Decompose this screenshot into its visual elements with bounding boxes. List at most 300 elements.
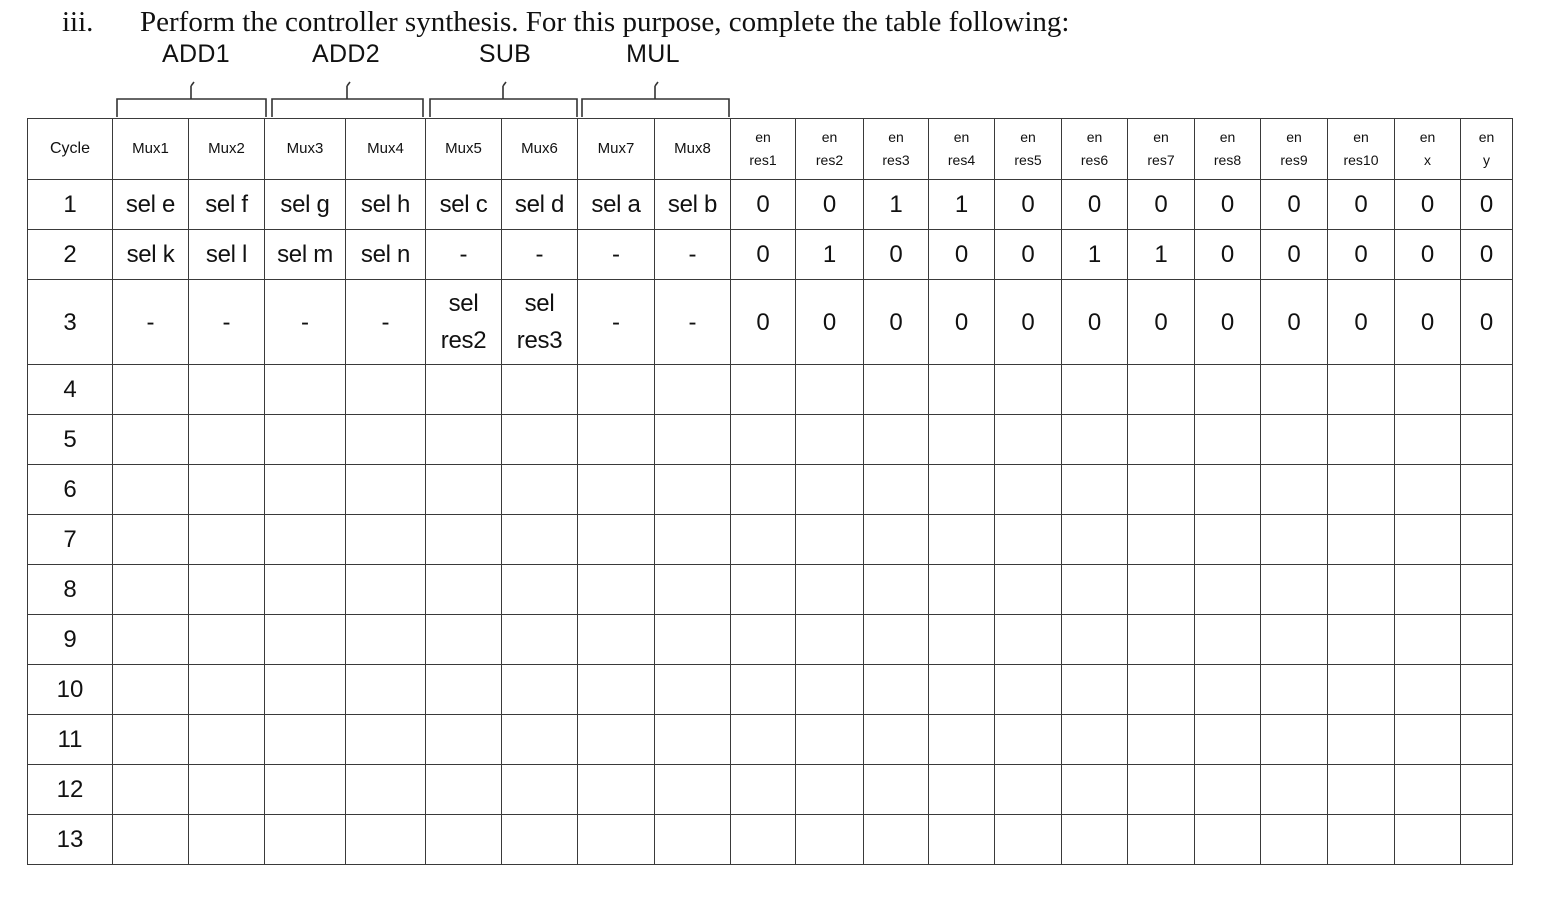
- blank-input-cell[interactable]: [578, 815, 655, 865]
- blank-input-cell[interactable]: [1195, 515, 1261, 565]
- blank-input-cell[interactable]: [346, 565, 426, 615]
- blank-input-cell[interactable]: [578, 415, 655, 465]
- header-enable-signal: res6: [1080, 152, 1109, 168]
- enable-value-cell: 1: [1062, 230, 1128, 280]
- header-enable-res8: [1195, 119, 1261, 180]
- blank-input-cell[interactable]: [995, 465, 1062, 515]
- blank-input-cell[interactable]: [1461, 665, 1513, 715]
- mux-select-cell: sel f: [189, 180, 265, 230]
- blank-input-cell[interactable]: [655, 515, 731, 565]
- blank-input-cell[interactable]: [346, 365, 426, 415]
- table-header-row: [28, 119, 1513, 180]
- blank-input-cell[interactable]: [502, 415, 578, 465]
- blank-input-cell[interactable]: [265, 365, 346, 415]
- blank-input-cell[interactable]: [1395, 665, 1461, 715]
- blank-input-cell[interactable]: [426, 415, 502, 465]
- header-mux5: Mux5: [426, 119, 502, 180]
- blank-input-cell[interactable]: [189, 765, 265, 815]
- blank-input-cell[interactable]: [995, 615, 1062, 665]
- blank-input-cell[interactable]: [346, 765, 426, 815]
- enable-value-cell: 0: [929, 280, 995, 365]
- blank-input-cell[interactable]: [578, 365, 655, 415]
- blank-input-cell[interactable]: [1395, 765, 1461, 815]
- blank-input-cell[interactable]: [1395, 465, 1461, 515]
- blank-input-cell[interactable]: [265, 465, 346, 515]
- header-enable-res4: [929, 119, 995, 180]
- blank-input-cell[interactable]: [1328, 615, 1395, 665]
- blank-input-cell[interactable]: [1328, 715, 1395, 765]
- header-enable-signal: y: [1483, 152, 1490, 168]
- blank-input-cell[interactable]: [426, 765, 502, 815]
- blank-input-cell[interactable]: [1195, 765, 1261, 815]
- enable-value-cell: 0: [1328, 180, 1395, 230]
- blank-input-cell[interactable]: [995, 665, 1062, 715]
- blank-input-cell[interactable]: [655, 715, 731, 765]
- header-enable-signal: x: [1424, 152, 1431, 168]
- blank-input-cell[interactable]: [1328, 365, 1395, 415]
- blank-input-cell[interactable]: [929, 665, 995, 715]
- blank-input-cell[interactable]: [265, 765, 346, 815]
- blank-input-cell[interactable]: [655, 465, 731, 515]
- header-enable-prefix: en: [888, 129, 904, 145]
- header-enable-prefix: en: [821, 129, 838, 145]
- blank-input-cell[interactable]: [578, 665, 655, 715]
- blank-input-cell[interactable]: [864, 715, 929, 765]
- blank-input-cell[interactable]: [265, 565, 346, 615]
- blank-input-cell[interactable]: [426, 615, 502, 665]
- header-enable-signal: res9: [1280, 152, 1308, 168]
- blank-input-cell[interactable]: [1062, 715, 1128, 765]
- blank-input-cell[interactable]: [1461, 565, 1513, 615]
- blank-input-cell[interactable]: [189, 815, 265, 865]
- header-mux8: Mux8: [655, 119, 731, 180]
- cycle-cell: 12: [28, 765, 113, 815]
- header-enable-y: [1461, 119, 1513, 180]
- blank-input-cell[interactable]: [578, 565, 655, 615]
- mux-select-cell: sel d: [502, 180, 578, 230]
- blank-input-cell[interactable]: [1261, 815, 1328, 865]
- blank-input-cell[interactable]: [655, 615, 731, 665]
- blank-input-cell[interactable]: [1128, 615, 1195, 665]
- blank-input-cell[interactable]: [502, 365, 578, 415]
- blank-input-cell[interactable]: [502, 715, 578, 765]
- blank-input-cell[interactable]: [1395, 565, 1461, 615]
- header-enable-res7: [1128, 119, 1195, 180]
- cycle-cell: 7: [28, 515, 113, 565]
- blank-input-cell[interactable]: [1328, 415, 1395, 465]
- blank-input-cell[interactable]: [426, 565, 502, 615]
- header-enable-prefix: en: [1153, 129, 1169, 145]
- table-row-empty: [28, 615, 1513, 665]
- enable-value-cell: 0: [1395, 280, 1461, 365]
- mux-select-cell: -: [346, 280, 426, 365]
- blank-input-cell[interactable]: [1261, 365, 1328, 415]
- mux-select-cell: sel b: [655, 180, 731, 230]
- blank-input-cell[interactable]: [1261, 565, 1328, 615]
- blank-input-cell[interactable]: [1261, 665, 1328, 715]
- blank-input-cell[interactable]: [995, 365, 1062, 415]
- enable-value-cell: 0: [1261, 280, 1328, 365]
- blank-input-cell[interactable]: [864, 515, 929, 565]
- blank-input-cell[interactable]: [1195, 665, 1261, 715]
- blank-input-cell[interactable]: [731, 615, 796, 665]
- blank-input-cell[interactable]: [1328, 565, 1395, 615]
- mux-select-cell: -: [578, 230, 655, 280]
- blank-input-cell[interactable]: [346, 715, 426, 765]
- blank-input-cell[interactable]: [1062, 415, 1128, 465]
- blank-input-cell[interactable]: [796, 415, 864, 465]
- blank-input-cell[interactable]: [929, 415, 995, 465]
- blank-input-cell[interactable]: [113, 715, 189, 765]
- blank-input-cell[interactable]: [113, 565, 189, 615]
- blank-input-cell[interactable]: [995, 715, 1062, 765]
- blank-input-cell[interactable]: [655, 565, 731, 615]
- blank-input-cell[interactable]: [1261, 765, 1328, 815]
- controller-table: [27, 118, 1513, 865]
- mux-select-cell: -: [113, 280, 189, 365]
- blank-input-cell[interactable]: [113, 365, 189, 415]
- blank-input-cell[interactable]: [502, 665, 578, 715]
- blank-input-cell[interactable]: [655, 815, 731, 865]
- blank-input-cell[interactable]: [189, 565, 265, 615]
- blank-input-cell[interactable]: [731, 815, 796, 865]
- mux-select-line: res2: [440, 327, 487, 354]
- mux-select-cell: sel k: [113, 230, 189, 280]
- blank-input-cell[interactable]: [502, 515, 578, 565]
- header-enable-res5: [995, 119, 1062, 180]
- blank-input-cell[interactable]: [929, 615, 995, 665]
- blank-input-cell[interactable]: [1062, 665, 1128, 715]
- blank-input-cell[interactable]: [929, 715, 995, 765]
- header-mux7: Mux7: [578, 119, 655, 180]
- mux-select-cell: sel e: [113, 180, 189, 230]
- blank-input-cell[interactable]: [502, 765, 578, 815]
- enable-value-cell: 0: [1261, 230, 1328, 280]
- blank-input-cell[interactable]: [796, 815, 864, 865]
- table-row-empty: [28, 365, 1513, 415]
- blank-input-cell[interactable]: [731, 515, 796, 565]
- enable-value-cell: 0: [1062, 280, 1128, 365]
- cycle-cell: 11: [28, 715, 113, 765]
- blank-input-cell[interactable]: [189, 715, 265, 765]
- blank-input-cell[interactable]: [113, 815, 189, 865]
- table-row-empty: [28, 815, 1513, 865]
- cycle-cell: 5: [28, 415, 113, 465]
- blank-input-cell[interactable]: [1328, 765, 1395, 815]
- blank-input-cell[interactable]: [1328, 465, 1395, 515]
- unit-label-mul: MUL: [626, 40, 680, 68]
- blank-input-cell[interactable]: [1062, 365, 1128, 415]
- header-mux4: Mux4: [346, 119, 426, 180]
- blank-input-cell[interactable]: [655, 765, 731, 815]
- blank-input-cell[interactable]: [796, 715, 864, 765]
- blank-input-cell[interactable]: [346, 415, 426, 465]
- cycle-cell: 13: [28, 815, 113, 865]
- enable-value-cell: 0: [929, 230, 995, 280]
- blank-input-cell[interactable]: [929, 815, 995, 865]
- blank-input-cell[interactable]: [502, 615, 578, 665]
- cycle-cell: 4: [28, 365, 113, 415]
- header-enable-prefix: en: [1419, 129, 1436, 145]
- blank-input-cell[interactable]: [1062, 565, 1128, 615]
- blank-input-cell[interactable]: [1261, 515, 1328, 565]
- blank-input-cell[interactable]: [1195, 615, 1261, 665]
- header-enable-signal: res3: [882, 152, 910, 168]
- blank-input-cell[interactable]: [502, 465, 578, 515]
- table-row: [28, 230, 1513, 280]
- blank-input-cell[interactable]: [1128, 365, 1195, 415]
- header-cycle: Cycle: [28, 119, 113, 180]
- cycle-cell: 9: [28, 615, 113, 665]
- blank-input-cell[interactable]: [995, 765, 1062, 815]
- blank-input-cell[interactable]: [864, 765, 929, 815]
- cycle-cell: 10: [28, 665, 113, 715]
- header-enable-res3: [864, 119, 929, 180]
- blank-input-cell[interactable]: [1062, 465, 1128, 515]
- blank-input-cell[interactable]: [1395, 715, 1461, 765]
- blank-input-cell[interactable]: [578, 465, 655, 515]
- blank-input-cell[interactable]: [1261, 615, 1328, 665]
- cycle-cell: 8: [28, 565, 113, 615]
- blank-input-cell[interactable]: [1195, 365, 1261, 415]
- blank-input-cell[interactable]: [796, 515, 864, 565]
- blank-input-cell[interactable]: [1328, 815, 1395, 865]
- blank-input-cell[interactable]: [929, 365, 995, 415]
- header-enable-prefix: en: [1478, 129, 1495, 145]
- mux-select-cell: -: [502, 230, 578, 280]
- blank-input-cell[interactable]: [1128, 565, 1195, 615]
- enable-value-cell: 0: [796, 180, 864, 230]
- blank-input-cell[interactable]: [864, 365, 929, 415]
- table-row-empty: [28, 515, 1513, 565]
- blank-input-cell[interactable]: [189, 365, 265, 415]
- blank-input-cell[interactable]: [426, 665, 502, 715]
- mux-select-cell: -: [655, 280, 731, 365]
- blank-input-cell[interactable]: [189, 515, 265, 565]
- mux-select-cell: sel g: [265, 180, 346, 230]
- header-mux6: Mux6: [502, 119, 578, 180]
- blank-input-cell[interactable]: [1128, 515, 1195, 565]
- blank-input-cell[interactable]: [113, 515, 189, 565]
- blank-input-cell[interactable]: [796, 465, 864, 515]
- blank-input-cell[interactable]: [864, 815, 929, 865]
- enable-value-cell: 0: [796, 280, 864, 365]
- blank-input-cell[interactable]: [346, 815, 426, 865]
- blank-input-cell[interactable]: [1128, 815, 1195, 865]
- blank-input-cell[interactable]: [731, 665, 796, 715]
- blank-input-cell[interactable]: [864, 465, 929, 515]
- blank-input-cell[interactable]: [265, 515, 346, 565]
- blank-input-cell[interactable]: [578, 765, 655, 815]
- blank-input-cell[interactable]: [1461, 365, 1513, 415]
- blank-input-cell[interactable]: [1395, 615, 1461, 665]
- blank-input-cell[interactable]: [189, 415, 265, 465]
- blank-input-cell[interactable]: [796, 615, 864, 665]
- blank-input-cell[interactable]: [1195, 565, 1261, 615]
- blank-input-cell[interactable]: [578, 515, 655, 565]
- blank-input-cell[interactable]: [864, 615, 929, 665]
- blank-input-cell[interactable]: [578, 615, 655, 665]
- blank-input-cell[interactable]: [346, 665, 426, 715]
- enable-value-cell: 1: [864, 180, 929, 230]
- blank-input-cell[interactable]: [731, 715, 796, 765]
- blank-input-cell[interactable]: [1062, 815, 1128, 865]
- blank-input-cell[interactable]: [731, 415, 796, 465]
- blank-input-cell[interactable]: [1128, 665, 1195, 715]
- blank-input-cell[interactable]: [995, 415, 1062, 465]
- blank-input-cell[interactable]: [346, 465, 426, 515]
- enable-value-cell: 0: [1461, 280, 1513, 365]
- header-enable-prefix: en: [1219, 129, 1236, 145]
- enable-value-cell: 0: [1128, 280, 1195, 365]
- blank-input-cell[interactable]: [655, 665, 731, 715]
- blank-input-cell[interactable]: [1195, 715, 1261, 765]
- blank-input-cell[interactable]: [1461, 415, 1513, 465]
- blank-input-cell[interactable]: [1461, 815, 1513, 865]
- header-enable-res6: [1062, 119, 1128, 180]
- enable-value-cell: 0: [995, 180, 1062, 230]
- table-row: [28, 280, 1513, 365]
- blank-input-cell[interactable]: [864, 565, 929, 615]
- blank-input-cell[interactable]: [864, 665, 929, 715]
- blank-input-cell[interactable]: [113, 665, 189, 715]
- blank-input-cell[interactable]: [995, 815, 1062, 865]
- mux-select-cell: sel c: [426, 180, 502, 230]
- table-row-empty: [28, 465, 1513, 515]
- header-enable-prefix: en: [1020, 129, 1036, 145]
- enable-value-cell: 1: [929, 180, 995, 230]
- blank-input-cell[interactable]: [113, 765, 189, 815]
- blank-input-cell[interactable]: [1395, 365, 1461, 415]
- blank-input-cell[interactable]: [1461, 515, 1513, 565]
- blank-input-cell[interactable]: [929, 465, 995, 515]
- table-row: [28, 180, 1513, 230]
- blank-input-cell[interactable]: [929, 565, 995, 615]
- blank-input-cell[interactable]: [1261, 715, 1328, 765]
- blank-input-cell[interactable]: [265, 615, 346, 665]
- blank-input-cell[interactable]: [929, 765, 995, 815]
- blank-input-cell[interactable]: [1328, 665, 1395, 715]
- blank-input-cell[interactable]: [995, 565, 1062, 615]
- header-enable-res2: [796, 119, 864, 180]
- blank-input-cell[interactable]: [1128, 765, 1195, 815]
- blank-input-cell[interactable]: [731, 365, 796, 415]
- blank-input-cell[interactable]: [426, 715, 502, 765]
- blank-input-cell[interactable]: [578, 715, 655, 765]
- blank-input-cell[interactable]: [265, 665, 346, 715]
- blank-input-cell[interactable]: [1195, 815, 1261, 865]
- enable-value-cell: 1: [1128, 230, 1195, 280]
- header-enable-prefix: en: [953, 129, 970, 145]
- blank-input-cell[interactable]: [113, 465, 189, 515]
- blank-input-cell[interactable]: [1461, 615, 1513, 665]
- enable-value-cell: 0: [1195, 280, 1261, 365]
- mux-select-cell: [502, 280, 578, 365]
- blank-input-cell[interactable]: [731, 465, 796, 515]
- blank-input-cell[interactable]: [113, 615, 189, 665]
- table-row-empty: [28, 565, 1513, 615]
- unit-brackets: [0, 0, 1544, 130]
- cycle-cell: 2: [28, 230, 113, 280]
- table-row-empty: [28, 665, 1513, 715]
- blank-input-cell[interactable]: [1128, 715, 1195, 765]
- blank-input-cell[interactable]: [265, 815, 346, 865]
- header-enable-signal: res5: [1014, 152, 1042, 168]
- blank-input-cell[interactable]: [502, 815, 578, 865]
- blank-input-cell[interactable]: [1328, 515, 1395, 565]
- blank-input-cell[interactable]: [995, 515, 1062, 565]
- blank-input-cell[interactable]: [189, 465, 265, 515]
- blank-input-cell[interactable]: [655, 365, 731, 415]
- header-mux1: Mux1: [113, 119, 189, 180]
- blank-input-cell[interactable]: [265, 715, 346, 765]
- blank-input-cell[interactable]: [1261, 465, 1328, 515]
- header-enable-prefix: en: [1353, 129, 1369, 145]
- blank-input-cell[interactable]: [502, 565, 578, 615]
- header-enable-prefix: en: [1086, 129, 1103, 145]
- blank-input-cell[interactable]: [796, 565, 864, 615]
- blank-input-cell[interactable]: [1461, 715, 1513, 765]
- enable-value-cell: 0: [1062, 180, 1128, 230]
- header-enable-signal: res1: [749, 152, 777, 168]
- blank-input-cell[interactable]: [1195, 415, 1261, 465]
- blank-input-cell[interactable]: [796, 665, 864, 715]
- header-enable-signal: res7: [1147, 152, 1175, 168]
- blank-input-cell[interactable]: [796, 765, 864, 815]
- blank-input-cell[interactable]: [929, 515, 995, 565]
- unit-label-add1: ADD1: [162, 40, 230, 68]
- blank-input-cell[interactable]: [1062, 615, 1128, 665]
- blank-input-cell[interactable]: [426, 365, 502, 415]
- blank-input-cell[interactable]: [426, 515, 502, 565]
- blank-input-cell[interactable]: [1128, 415, 1195, 465]
- mux-select-cell: sel a: [578, 180, 655, 230]
- cycle-cell: 1: [28, 180, 113, 230]
- blank-input-cell[interactable]: [1195, 465, 1261, 515]
- blank-input-cell[interactable]: [1395, 815, 1461, 865]
- cycle-cell: 6: [28, 465, 113, 515]
- blank-input-cell[interactable]: [1395, 415, 1461, 465]
- blank-input-cell[interactable]: [731, 565, 796, 615]
- unit-label-add2: ADD2: [312, 40, 380, 68]
- blank-input-cell[interactable]: [346, 615, 426, 665]
- bracket-add2: [272, 82, 423, 117]
- blank-input-cell[interactable]: [426, 815, 502, 865]
- blank-input-cell[interactable]: [346, 515, 426, 565]
- blank-input-cell[interactable]: [265, 415, 346, 465]
- mux-select-cell: -: [265, 280, 346, 365]
- blank-input-cell[interactable]: [1062, 765, 1128, 815]
- blank-input-cell[interactable]: [426, 465, 502, 515]
- enable-value-cell: 0: [1395, 180, 1461, 230]
- blank-input-cell[interactable]: [1461, 465, 1513, 515]
- blank-input-cell[interactable]: [113, 415, 189, 465]
- blank-input-cell[interactable]: [655, 415, 731, 465]
- enable-value-cell: 0: [1261, 180, 1328, 230]
- blank-input-cell[interactable]: [1128, 465, 1195, 515]
- blank-input-cell[interactable]: [1261, 415, 1328, 465]
- blank-input-cell[interactable]: [731, 765, 796, 815]
- blank-input-cell[interactable]: [1395, 515, 1461, 565]
- blank-input-cell[interactable]: [1062, 515, 1128, 565]
- blank-input-cell[interactable]: [864, 415, 929, 465]
- header-enable-signal: res2: [815, 152, 844, 168]
- blank-input-cell[interactable]: [189, 665, 265, 715]
- blank-input-cell[interactable]: [796, 365, 864, 415]
- blank-input-cell[interactable]: [1461, 765, 1513, 815]
- header-enable-res1: [731, 119, 796, 180]
- blank-input-cell[interactable]: [189, 615, 265, 665]
